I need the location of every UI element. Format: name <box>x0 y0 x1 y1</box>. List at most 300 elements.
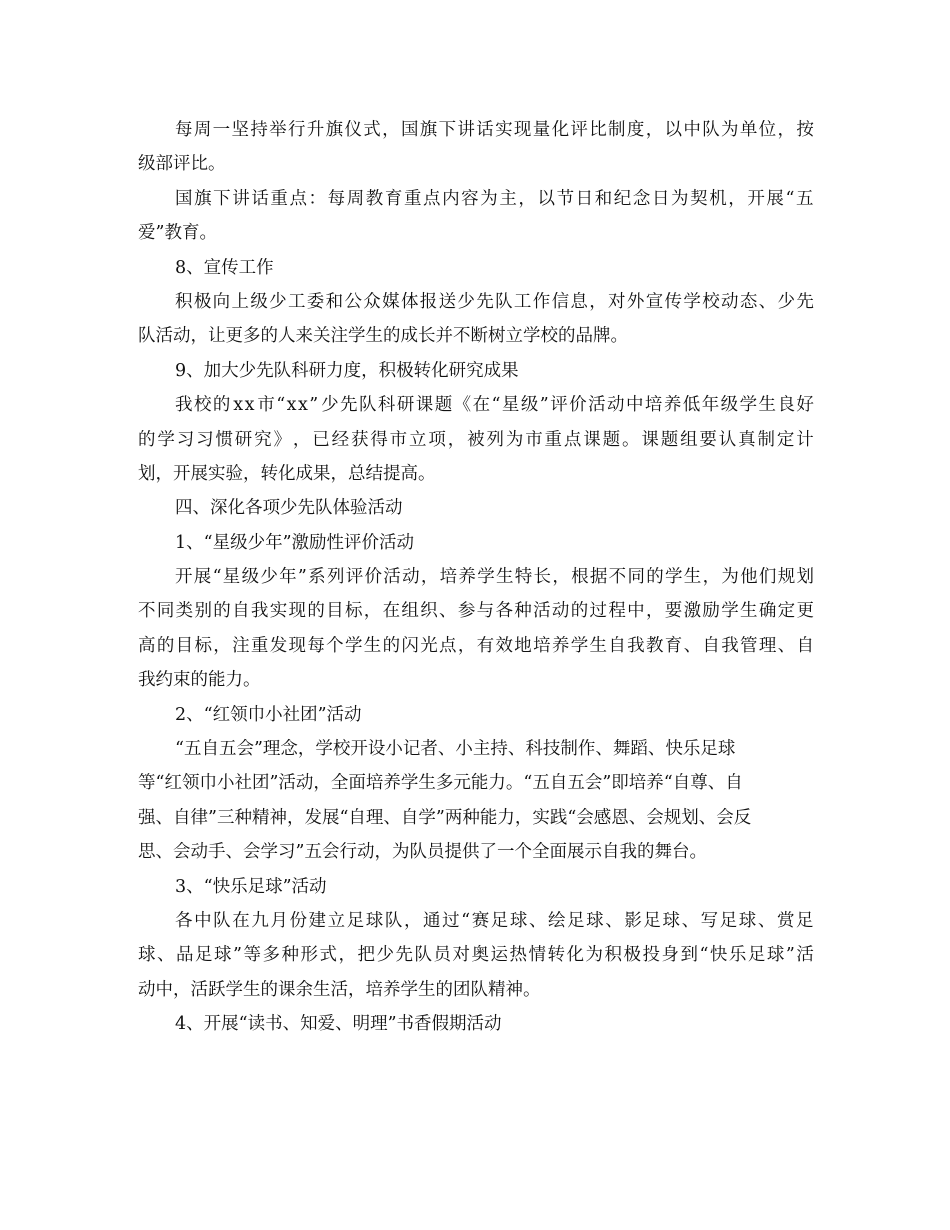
glyph: 动 <box>721 291 739 312</box>
text-line: 队活动，让更多的人来关注学生的成长并不断树立学校的品牌。 <box>138 326 628 347</box>
glyph: “ <box>212 567 222 588</box>
glyph: 对 <box>608 291 626 312</box>
glyph: 养 <box>551 635 570 656</box>
glyph: ” <box>309 395 319 416</box>
glyph: ， <box>552 567 570 588</box>
glyph: “ <box>276 395 286 416</box>
glyph: 重 <box>403 188 422 209</box>
text-line <box>138 938 814 972</box>
glyph: x <box>286 395 297 416</box>
glyph: 少 <box>269 291 287 312</box>
glyph: ” <box>233 945 242 966</box>
glyph: 升 <box>306 120 325 140</box>
glyph: 真 <box>738 429 756 450</box>
glyph: 节 <box>556 188 575 209</box>
glyph: 有 <box>476 635 495 656</box>
glyph: 持 <box>250 120 268 140</box>
glyph: 仪 <box>344 120 362 140</box>
glyph: 培 <box>533 635 551 656</box>
glyph: 定 <box>777 601 796 622</box>
glyph: “ <box>785 188 795 209</box>
glyph: 课 <box>641 429 659 450</box>
glyph: 价 <box>364 567 382 588</box>
glyph: ， <box>213 635 231 656</box>
glyph: 习 <box>176 429 195 450</box>
glyph: 类 <box>175 601 194 622</box>
text-line: 8、宣传工作 <box>175 257 274 278</box>
glyph: 队 <box>414 945 432 966</box>
text-line: 4、开展“读书、知爱、明理”书香假期活动 <box>175 1014 502 1035</box>
document-body <box>138 113 814 1042</box>
glyph: 星 <box>501 395 520 416</box>
text-line: 爱”教育。 <box>138 223 217 244</box>
glyph: 级 <box>241 567 260 588</box>
glyph: 过 <box>442 910 460 931</box>
glyph: 旗 <box>194 188 212 209</box>
glyph: 队 <box>495 291 513 312</box>
glyph: 教 <box>645 635 664 656</box>
glyph: 九 <box>251 910 269 931</box>
glyph: 多 <box>262 945 280 966</box>
glyph: 队 <box>384 910 403 931</box>
glyph: ， <box>292 429 311 450</box>
glyph: 按 <box>796 120 814 140</box>
glyph: 惯 <box>215 429 233 450</box>
glyph: 别 <box>194 601 212 622</box>
glyph: 送 <box>438 291 457 312</box>
text-line: 动中，活跃学生的课余生活，培养学生的团队精神。 <box>138 979 541 1000</box>
glyph: ， <box>645 120 664 140</box>
glyph: ， <box>382 120 400 140</box>
glyph: 生 <box>740 601 758 622</box>
glyph: 各 <box>495 601 513 622</box>
glyph: 讲 <box>457 120 475 140</box>
glyph: 光 <box>420 635 438 656</box>
glyph: 他 <box>740 567 758 588</box>
glyph: 价 <box>569 395 587 416</box>
glyph: 评 <box>550 395 568 416</box>
glyph: 足 <box>195 945 213 966</box>
glyph: 题 <box>660 429 679 450</box>
glyph: 习 <box>196 429 214 450</box>
glyph: ， <box>518 188 536 209</box>
glyph: 展 <box>193 567 212 588</box>
glyph: 、 <box>758 291 777 312</box>
text-line: 级部评比。 <box>138 154 226 175</box>
glyph: x <box>233 395 244 416</box>
glyph: 在 <box>472 395 491 416</box>
glyph: 列 <box>486 429 504 450</box>
glyph: 球 <box>662 910 680 931</box>
glyph: 度 <box>626 120 645 140</box>
glyph: 我 <box>627 635 645 656</box>
glyph: 、 <box>757 910 776 931</box>
glyph: “ <box>699 945 709 966</box>
glyph: 自 <box>796 635 814 656</box>
glyph: 组 <box>401 601 419 622</box>
glyph: 项 <box>428 429 446 450</box>
glyph: 形 <box>300 945 318 966</box>
glyph: 球 <box>586 910 604 931</box>
glyph: 经 <box>331 429 350 450</box>
glyph: 自 <box>702 635 720 656</box>
glyph: 积 <box>175 291 193 312</box>
text-line <box>138 388 814 422</box>
glyph: 举 <box>269 120 287 140</box>
glyph: 上 <box>231 291 249 312</box>
glyph: 一 <box>212 120 231 140</box>
glyph: 下 <box>438 120 457 140</box>
glyph: 为 <box>585 945 603 966</box>
glyph: 每 <box>307 635 325 656</box>
glyph: 动 <box>607 395 625 416</box>
glyph: 行 <box>287 120 306 140</box>
glyph: 内 <box>442 188 460 209</box>
glyph: 标 <box>344 601 363 622</box>
glyph: 市 <box>525 429 543 450</box>
glyph: 要 <box>664 601 683 622</box>
glyph: 获 <box>350 429 369 450</box>
glyph: 制 <box>608 120 626 140</box>
glyph: 效 <box>495 635 513 656</box>
glyph: 热 <box>509 945 527 966</box>
glyph: 究 <box>254 429 272 450</box>
text-line: 划，开展实验，转化成果，总结提高。 <box>138 463 436 484</box>
glyph: 《 <box>453 395 472 416</box>
glyph: 话 <box>251 188 269 209</box>
glyph: 实 <box>269 601 288 622</box>
glyph: 认 <box>718 429 737 450</box>
glyph: 得 <box>370 429 388 450</box>
glyph: 的 <box>307 601 325 622</box>
glyph: 的 <box>138 429 156 450</box>
glyph: 球 <box>138 945 156 966</box>
text-line <box>138 113 814 147</box>
glyph: 根 <box>571 567 589 588</box>
glyph: 学 <box>344 635 363 656</box>
glyph: 良 <box>777 395 795 416</box>
glyph: 极 <box>623 945 641 966</box>
glyph: 点 <box>563 429 582 450</box>
glyph: 传 <box>664 291 683 312</box>
glyph: 闪 <box>401 635 419 656</box>
glyph: 式 <box>363 120 381 140</box>
glyph: ” <box>785 945 795 966</box>
glyph: 生 <box>363 635 382 656</box>
glyph: 题 <box>602 429 621 450</box>
glyph: 低 <box>682 395 701 416</box>
glyph: 、 <box>683 635 702 656</box>
glyph: 态 <box>739 291 758 312</box>
glyph: 目 <box>175 635 194 656</box>
glyph: 运 <box>490 945 508 966</box>
glyph: 定 <box>776 429 795 450</box>
glyph: 向 <box>212 291 231 312</box>
glyph: 对 <box>452 945 470 966</box>
glyph: 评 <box>570 120 588 140</box>
glyph: 球 <box>738 910 757 931</box>
glyph: 到 <box>680 945 698 966</box>
glyph: 活 <box>383 567 401 588</box>
glyph: 现 <box>513 120 532 140</box>
glyph: 队 <box>358 395 377 416</box>
glyph: 在 <box>232 910 250 931</box>
glyph: 工 <box>513 291 532 312</box>
glyph: 旗 <box>419 120 438 140</box>
glyph: 教 <box>365 188 384 209</box>
glyph: ” <box>539 395 549 416</box>
glyph: “ <box>491 395 501 416</box>
glyph: 机 <box>709 188 727 209</box>
glyph: 、 <box>777 635 796 656</box>
glyph: 周 <box>193 120 212 140</box>
glyph: 培 <box>439 567 458 588</box>
glyph: 各 <box>175 910 193 931</box>
glyph: 级 <box>520 395 539 416</box>
glyph: 的 <box>646 567 664 588</box>
glyph: 日 <box>575 188 594 209</box>
glyph: 为 <box>721 567 739 588</box>
glyph: 国 <box>175 188 193 209</box>
glyph: 赏 <box>776 910 795 931</box>
glyph: 长 <box>533 567 552 588</box>
glyph: 过 <box>589 601 607 622</box>
glyph: 媒 <box>382 291 400 312</box>
text-line: “五自五会”理念，学校开设小记者、小主持、科技制作、舞蹈、快乐足球 <box>175 739 736 760</box>
glyph: 份 <box>289 910 307 931</box>
glyph: 、 <box>605 910 623 931</box>
glyph: 程 <box>608 601 626 622</box>
glyph: 绘 <box>548 910 566 931</box>
glyph: 学 <box>477 567 495 588</box>
glyph: 课 <box>583 429 601 450</box>
glyph: 我 <box>250 601 269 622</box>
glyph: 重 <box>270 188 288 209</box>
glyph: 。 <box>621 429 640 450</box>
glyph: ， <box>728 188 746 209</box>
glyph: 和 <box>325 291 344 312</box>
text-line: 2、“红领巾小社团”活动 <box>175 704 362 725</box>
text-line <box>138 594 814 628</box>
glyph: ， <box>363 601 382 622</box>
glyph: 信 <box>551 291 570 312</box>
glyph: 校 <box>193 395 212 416</box>
glyph: 工 <box>287 291 306 312</box>
glyph: 点 <box>439 635 457 656</box>
glyph: 足 <box>346 910 365 931</box>
glyph: 足 <box>719 910 738 931</box>
glyph: 研 <box>396 395 415 416</box>
text-line <box>138 904 814 938</box>
glyph: 生 <box>589 635 607 656</box>
glyph: ， <box>777 120 795 140</box>
glyph: 更 <box>796 601 814 622</box>
glyph: 写 <box>700 910 719 931</box>
text-line: 四、深化各项少先队体验活动 <box>175 498 403 519</box>
glyph: 列 <box>326 567 345 588</box>
glyph: 为 <box>505 429 524 450</box>
glyph: 校 <box>702 291 720 312</box>
glyph: 足 <box>490 910 509 931</box>
text-line <box>138 423 814 457</box>
glyph: 激 <box>683 601 702 622</box>
glyph: 生 <box>495 567 514 588</box>
glyph: 式 <box>319 945 337 966</box>
glyph: 科 <box>377 395 396 416</box>
glyph: 乐 <box>728 945 747 966</box>
glyph: 为 <box>480 188 498 209</box>
glyph: 的 <box>156 635 175 656</box>
glyph: 月 <box>270 910 288 931</box>
glyph: 题 <box>434 395 453 416</box>
glyph: 开 <box>175 567 193 588</box>
glyph: 建 <box>308 910 327 931</box>
glyph: 重 <box>250 635 269 656</box>
glyph: 以 <box>664 120 683 140</box>
glyph: 级 <box>720 395 739 416</box>
text-line: 等“红领巾小社团”活动，全面培养学生多元能力。“五自五会”即培养“自尊、自 <box>138 773 743 794</box>
glyph: 少 <box>457 291 475 312</box>
glyph: 每 <box>175 120 193 140</box>
glyph: 励 <box>702 601 720 622</box>
glyph: 学 <box>739 395 758 416</box>
glyph: x <box>244 395 255 416</box>
glyph: 织 <box>420 601 438 622</box>
glyph: 队 <box>213 910 231 931</box>
glyph: 学 <box>721 601 739 622</box>
glyph: 作 <box>532 291 551 312</box>
glyph: 市 <box>257 395 275 416</box>
glyph: 品 <box>176 945 194 966</box>
glyph: 评 <box>345 567 364 588</box>
glyph: 念 <box>632 188 651 209</box>
glyph: 影 <box>624 910 642 931</box>
glyph: 高 <box>138 635 156 656</box>
glyph: 学 <box>157 429 175 450</box>
glyph: 国 <box>400 120 419 140</box>
glyph: 足 <box>567 910 585 931</box>
glyph: ， <box>403 910 422 931</box>
glyph: 等 <box>243 945 261 966</box>
glyph: 活 <box>588 395 606 416</box>
glyph: 组 <box>680 429 698 450</box>
glyph: 球 <box>766 945 785 966</box>
glyph: 位 <box>758 120 777 140</box>
text-line: 思、会动手、会学习”五会行动，为队员提供了一个全面展示自我的舞台。 <box>138 842 707 863</box>
glyph: 特 <box>514 567 533 588</box>
glyph: 动 <box>402 567 420 588</box>
glyph: 日 <box>651 188 670 209</box>
glyph: 活 <box>533 601 551 622</box>
text-line: 1、“星级少年”激励性评价活动 <box>175 532 415 553</box>
glyph: 据 <box>589 567 608 588</box>
glyph: 中 <box>683 120 701 140</box>
text-line <box>138 182 814 216</box>
glyph: 不 <box>138 601 156 622</box>
glyph: 赛 <box>471 910 490 931</box>
glyph: ， <box>420 567 439 588</box>
glyph: 同 <box>627 567 645 588</box>
glyph: 先 <box>476 291 494 312</box>
glyph: 球 <box>214 945 232 966</box>
glyph: 被 <box>467 429 485 450</box>
glyph: 息 <box>570 291 588 312</box>
glyph: 的 <box>382 635 401 656</box>
glyph: 积 <box>604 945 622 966</box>
glyph: 足 <box>796 910 814 931</box>
glyph: 周 <box>346 188 365 209</box>
glyph: 五 <box>796 188 814 209</box>
glyph: ， <box>702 567 721 588</box>
glyph: 少 <box>376 945 394 966</box>
glyph: 们 <box>758 567 777 588</box>
glyph: 通 <box>423 910 441 931</box>
glyph: 注 <box>232 635 250 656</box>
glyph: 现 <box>288 635 306 656</box>
glyph: 我 <box>175 395 193 416</box>
glyph: 员 <box>433 945 451 966</box>
glyph: 量 <box>532 120 551 140</box>
glyph: 容 <box>461 188 479 209</box>
glyph: 奥 <box>471 945 489 966</box>
glyph: 众 <box>363 291 381 312</box>
glyph: 学 <box>665 567 683 588</box>
glyph: 化 <box>551 120 570 140</box>
glyph: ， <box>589 291 607 312</box>
glyph: x <box>297 395 308 416</box>
glyph: 球 <box>365 910 384 931</box>
text-line <box>138 629 814 663</box>
glyph: 》 <box>273 429 292 450</box>
glyph: 自 <box>232 601 250 622</box>
glyph: 化 <box>566 945 584 966</box>
glyph: ” <box>297 567 307 588</box>
glyph: 动 <box>551 601 570 622</box>
glyph: 契 <box>690 188 708 209</box>
glyph: 中 <box>625 395 644 416</box>
glyph: 理 <box>758 635 777 656</box>
glyph: 体 <box>400 291 419 312</box>
glyph: 养 <box>663 395 682 416</box>
glyph: 先 <box>395 945 413 966</box>
glyph: 现 <box>288 601 306 622</box>
glyph: 学 <box>683 291 701 312</box>
glyph: 制 <box>757 429 775 450</box>
glyph: 在 <box>382 601 401 622</box>
glyph: 育 <box>664 635 683 656</box>
glyph: 坚 <box>231 120 249 140</box>
glyph: 我 <box>721 635 739 656</box>
glyph: 先 <box>796 291 814 312</box>
glyph: 少 <box>777 291 795 312</box>
glyph: 培 <box>644 395 663 416</box>
glyph: 中 <box>194 910 212 931</box>
glyph: 计 <box>796 429 814 450</box>
glyph: 发 <box>269 635 288 656</box>
glyph: 下 <box>213 188 231 209</box>
glyph: 和 <box>594 188 613 209</box>
glyph: 育 <box>384 188 403 209</box>
glyph: 标 <box>194 635 212 656</box>
glyph: 中 <box>627 601 645 622</box>
glyph: 星 <box>222 567 241 588</box>
glyph: 外 <box>626 291 645 312</box>
glyph: 纪 <box>613 188 632 209</box>
glyph: 课 <box>415 395 434 416</box>
glyph: 单 <box>739 120 758 140</box>
glyph: 讲 <box>232 188 250 209</box>
glyph: 的 <box>212 395 231 416</box>
